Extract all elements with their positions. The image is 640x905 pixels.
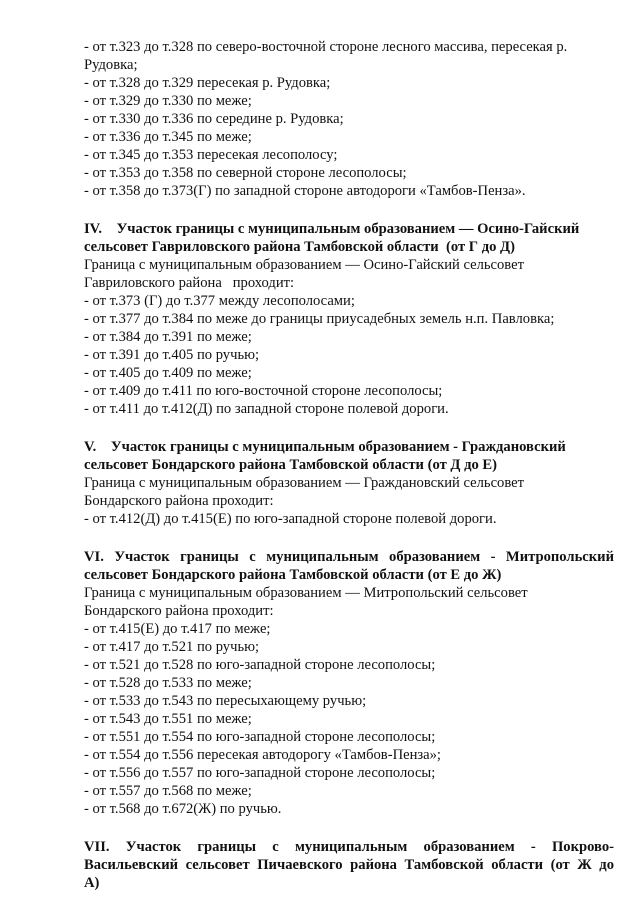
boundary-item: - от т.556 до т.557 по юго-западной стороне лесополосы; xyxy=(84,764,614,782)
section-heading-line: V. Участок границы с муниципальным образованием - Граждановский xyxy=(84,439,566,455)
text-line: - от т.330 до т.336 по середине р. Рудовка; xyxy=(84,111,344,127)
section-iv xyxy=(84,220,614,418)
boundary-item: - от т.554 до т.556 пересекая автодорогу «Тамбов-Пенза»; xyxy=(84,746,614,764)
section-heading-line: сельсовет Гавриловского района Тамбовской области (от Г до Д) xyxy=(84,239,515,255)
boundary-item: - от т.384 до т.391 по меже; xyxy=(84,328,614,346)
boundary-item: - от т.411 до т.412(Д) по западной стороне полевой дороги. xyxy=(84,400,614,418)
section-heading-line: сельсовет Бондарского района Тамбовской области (от Д до Е) xyxy=(84,457,498,473)
boundary-item: - от т.377 до т.384 по меже до границы приусадебных земель н.п. Павловка; xyxy=(84,310,614,328)
boundary-item: - от т.528 до т.533 по меже; xyxy=(84,674,614,692)
boundary-item: - от т.521 до т.528 по юго-западной стороне лесополосы; xyxy=(84,656,614,674)
intro-block xyxy=(84,38,614,200)
section-heading-line: А) xyxy=(84,875,100,891)
section-heading-line: IV. Участок границы с муниципальным образованием — Осино-Гайский xyxy=(84,221,580,237)
boundary-item: - от т.557 до т.568 по меже; xyxy=(84,782,614,800)
boundary-item: - от т.391 до т.405 по ручью; xyxy=(84,346,614,364)
text-line: - от т.329 до т.330 по меже; xyxy=(84,93,252,109)
section-description-line: Граница с муниципальным образованием — Граждановский сельсовет xyxy=(84,475,524,491)
text-line: - от т.328 до т.329 пересекая р. Рудовка; xyxy=(84,75,331,91)
boundary-item: - от т.415(Е) до т.417 по меже; xyxy=(84,620,614,638)
section-description-line: Бондарского района проходит: xyxy=(84,493,274,509)
text-line: - от т.358 до т.373(Г) по западной стороне автодороги «Тамбов-Пенза». xyxy=(84,183,526,199)
section-heading-line: сельсовет Бондарского района Тамбовской области (от Е до Ж) xyxy=(84,567,502,583)
text-line: - от т.323 до т.328 по северо-восточной стороне лесного массива, пересекая р. xyxy=(84,39,568,55)
section-description-line: Гавриловского района проходит: xyxy=(84,275,295,291)
boundary-item: - от т.409 до т.411 по юго-восточной стороне лесополосы; xyxy=(84,382,614,400)
boundary-item: - от т.551 до т.554 по юго-западной стороне лесополосы; xyxy=(84,728,614,746)
section-heading-line: VI. Участок границы с муниципальным образованием - Митропольский xyxy=(84,549,614,565)
text-line: - от т.345 до т.353 пересекая лесополосу; xyxy=(84,147,338,163)
boundary-item: - от т.373 (Г) до т.377 между лесополосами; xyxy=(84,292,614,310)
text-line: - от т.336 до т.345 по меже; xyxy=(84,129,252,145)
section-v xyxy=(84,438,614,528)
text-line: - от т.353 до т.358 по северной стороне лесополосы; xyxy=(84,165,407,181)
section-description-line: Граница с муниципальным образованием — Осино-Гайский сельсовет xyxy=(84,257,524,273)
section-heading-line: Васильевский сельсовет Пичаевского района Тамбовской области (от Ж до xyxy=(84,857,614,873)
boundary-item: - от т.405 до т.409 по меже; xyxy=(84,364,614,382)
section-description-line: Бондарского района проходит: xyxy=(84,603,274,619)
section-heading-line: VII. Участок границы с муниципальным образованием - Покрово- xyxy=(84,839,614,855)
section-vii xyxy=(84,838,614,892)
section-description-line: Граница с муниципальным образованием — Митропольский сельсовет xyxy=(84,585,528,601)
section-vi xyxy=(84,548,614,818)
boundary-item: - от т.412(Д) до т.415(Е) по юго-западной стороне полевой дороги. xyxy=(84,510,614,528)
boundary-item: - от т.533 до т.543 по пересыхающему ручью; xyxy=(84,692,614,710)
text-line: Рудовка; xyxy=(84,57,138,73)
boundary-item: - от т.543 до т.551 по меже; xyxy=(84,710,614,728)
boundary-item: - от т.417 до т.521 по ручью; xyxy=(84,638,614,656)
boundary-item: - от т.568 до т.672(Ж) по ручью. xyxy=(84,800,614,818)
